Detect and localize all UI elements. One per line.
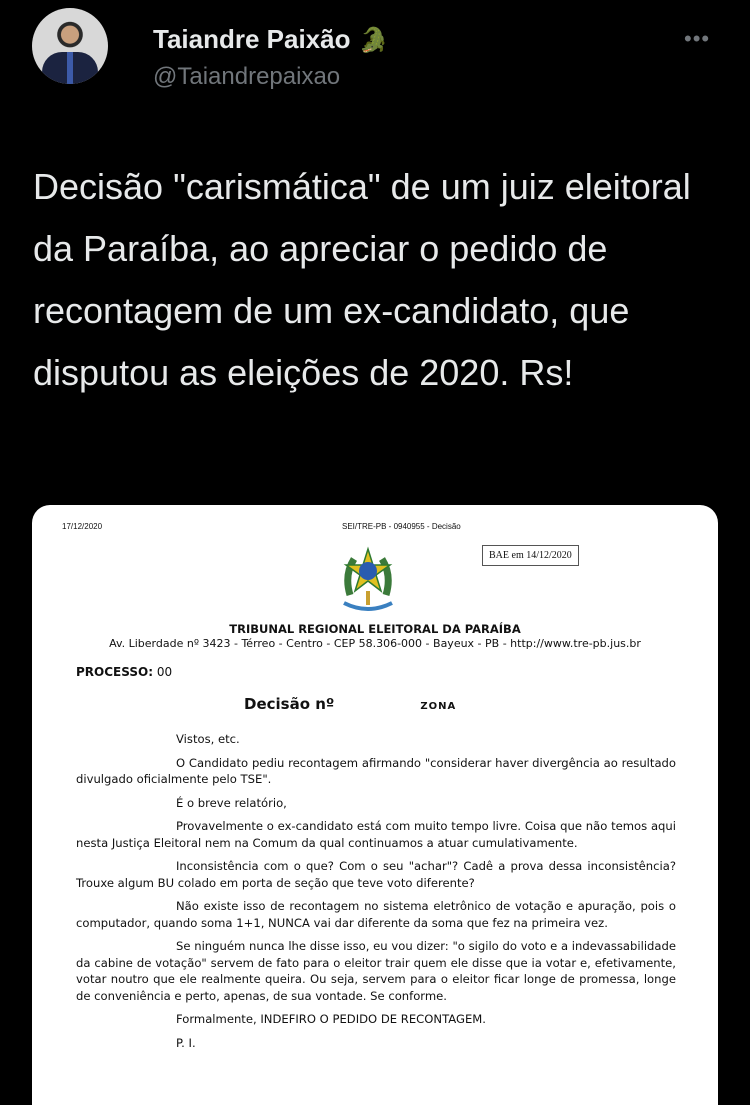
paragraph: O Candidato pediu recontagem afirmando "considerar haver divergência ao resultado divulgado oficialmente pelo TSE". [76, 755, 676, 786]
tribunal-title: TRIBUNAL REGIONAL ELEITORAL DA PARAÍBA [229, 622, 521, 636]
bae-stamp: BAE em 14/12/2020 [482, 545, 579, 566]
author-name[interactable]: Taiandre Paixão 🐊 [153, 24, 389, 54]
paragraph: Inconsistência com o que? Com o seu "achar"? Cadê a prova dessa inconsistência? Trouxe algum BU colado em porta de seção que teve voto diferente? [76, 859, 676, 890]
paragraph: Se ninguém nunca lhe disse isso, eu vou dizer: "o sigilo do voto e a indevassabilidade da cabine de votação" servem de fato para o eleitor trair quem ele disse que ia votar e, efetivamente, votar noutro que ele realmente queira. Ou seja, servem para o eleitor ficar longe de promessa, longe de conveniência e perto, apenas, de sua vontade. Se conforme. [76, 939, 676, 1003]
brazil-coat-of-arms-icon [340, 545, 396, 617]
decision-body [76, 731, 676, 1058]
paragraph: P. I. [176, 1035, 196, 1050]
avatar[interactable] [32, 8, 108, 108]
paragraph: Provavelmente o ex-candidato está com muito tempo livre. Coisa que não temos aqui nesta Justiça Eleitoral nem na Comum da qual continuamos a atuar cumulativamente. [76, 819, 676, 850]
paragraph: Formalmente, INDEFIRO O PEDIDO DE RECONTAGEM. [176, 1012, 486, 1026]
processo-line: PROCESSO: 00 [76, 665, 173, 679]
author-handle[interactable]: @Taiandrepaixao [153, 63, 341, 90]
doc-sei-header: SEI/TRE-PB - 0940955 - Decisão [342, 522, 461, 531]
tweet-text: Decisão "carismática" de um juiz eleitoral da Paraíba, ao apreciar o pedido de recontagem de um ex-candidato, que disputou as eleições de 2020. Rs! [33, 166, 691, 393]
paragraph: Não existe isso de recontagem no sistema eletrônico de votação e apuração, pois o computador, quando soma 1+1, NUNCA vai dar diferente da soma que fez na primeira vez. [76, 899, 676, 930]
tribunal-address: Av. Liberdade nº 3423 - Térreo - Centro - CEP 58.306-000 - Bayeux - PB - http://www.tre-pb.jus.br [109, 637, 641, 650]
doc-date: 17/12/2020 [62, 522, 103, 531]
attached-image[interactable] [32, 505, 718, 1105]
decisao-title: Decisão nº ZONA [244, 695, 457, 713]
more-options-icon[interactable]: ••• [684, 26, 711, 51]
paragraph: Vistos, etc. [176, 732, 240, 746]
crocodile-emoji-icon: 🐊 [358, 27, 389, 54]
paragraph: É o breve relatório, [176, 795, 287, 810]
